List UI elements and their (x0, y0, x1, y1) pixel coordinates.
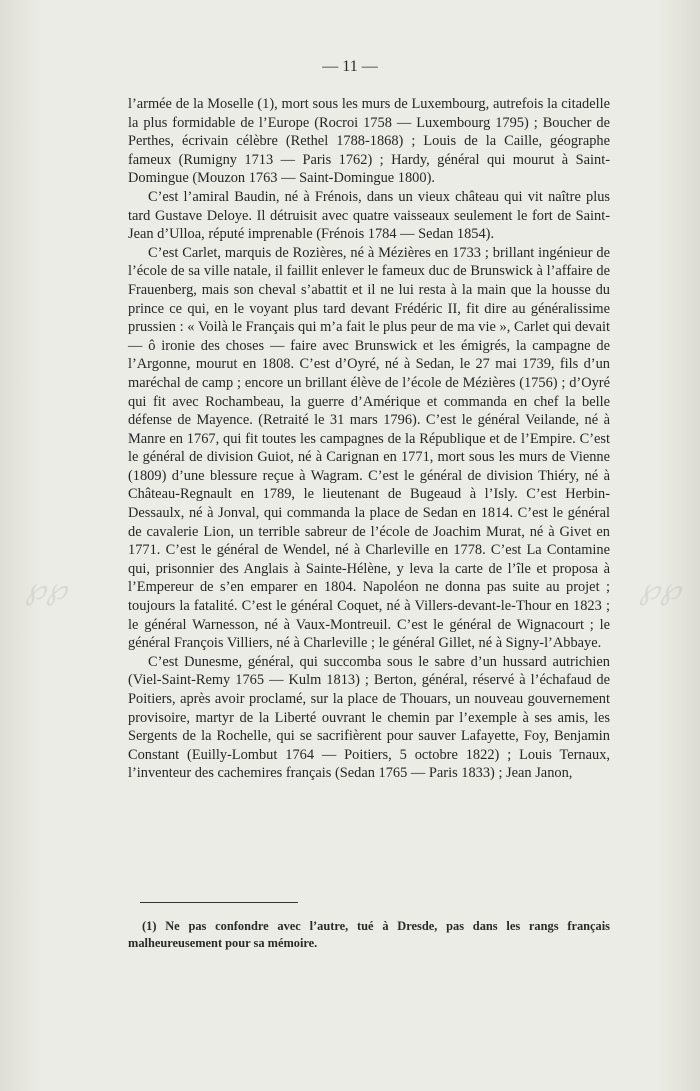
footnote-separator (140, 902, 298, 903)
main-text (128, 95, 610, 783)
paragraph: l’armée de la Moselle (1), mort sous les murs de Luxembourg, autrefois la citadelle la plus formidable de l’Europe (Rocroi 1758 — Luxembourg 1795) ; Boucher de Perthes, écrivain célèbre (Rethel 1788-1868) ; Louis de la Caille, géographe fameux (Rumigny 1713 — Paris 1762) ; Hardy, général qui mourut à Saint-Domingue (Mouzon 1763 — Saint-Domingue 1800). (128, 96, 610, 187)
page-number: — 11 — (322, 58, 378, 75)
paragraph: C’est l’amiral Baudin, né à Frénois, dans un vieux château qui vit naître plus tard Gustave Deloye. Il détruisit avec quatre vaisseaux seulement le fort de Saint-Jean d’Ulloa, réputé imprenable (Frénois 1784 — Sedan 1854). (128, 188, 610, 243)
footnote: (1) Ne pas confondre avec l’autre, tué à Dresde, pas dans les rangs français malheureusement pour sa mémoire. (128, 919, 610, 950)
paragraph: C’est Carlet, marquis de Rozières, né à Mézières en 1733 ; brillant ingénieur de l’école de sa ville natale, il faillit enlever le fameux duc de Brunswick à l’affaire de Frauenberg, mais son cheval s’abattit et il ne lui resta à la main que la housse du prince ce qui, en le voyant plus tard devant Frédéric II, fit dire au généralissime prussien : « Voilà le Français qui m’a fait le plus peur de ma vie », Carlet qui devait — ô ironie des choses — faire avec Brunswick et les émigrés, la campagne de l’Argonne, mourut en 1808. C’est d’Oyré, né à Sedan, le 27 mai 1739, fils d’un maréchal de camp ; encore un brillant élève de l’école de Mézières (1756) ; d’Oyré qui fit avec Rochambeau, la guerre d’Amérique et commanda en chef la belle défense de Mayence. (Retraité le 31 mars 1796). C’est le général Veilande, né à Manre en 1767, qui fit toutes les campagnes de la République et de l’Empire. C’est le général de division Guiot, né à Carignan en 1771, mort sous les murs de Vienne (1809) d’une blessure reçue à Wagram. C’est le général de division Thiéry, né à Château-Regnault en 1789, le lieutenant de Bugeaud à l’Isly. C’est Herbin-Dessaulx, né à Jonval, qui commanda la place de Sedan en 1814. C’est le général de cavalerie Lion, un terrible sabreur de l’école de Joachim Murat, né à Givet en 1771. C’est le général de Wendel, né à Charleville en 1778. C’est La Contamine qui, prisonnier des Anglais à Sainte-Hélène, y leva la carte de l’île et proposa à l’Empereur de s’en emparer en 1804. Napoléon ne donna pas suite au projet ; toujours la fatalité. C’est le général Coquet, né à Villers-devant-le-Thour en 1823 ; le général Warnesson, né à Vaux-Montreuil. C’est le général de Wignacourt ; le général François Villiers, né à Charleville ; le général Gillet, né à Signy-l’Abbaye. (128, 244, 610, 652)
library-stamp-left: ℘℘ (25, 572, 67, 607)
paragraph: C’est Dunesme, général, qui succomba sous le sabre d’un hussard autrichien (Viel-Saint-Remy 1765 — Kulm 1813) ; Berton, général, réservé à l’échafaud de Poitiers, après avoir proclamé, sur la place de Thouars, un nouveau gouvernement provisoire, martyr de la Liberté ouvrant le chemin par l’exemple à ses amis, les Sergents de la Rochelle, qui se sacrifièrent pour sauver Lafayette, Foy, Benjamin Constant (Euilly-Lombut 1764 — Poitiers, 5 octobre 1822) ; Louis Ternaux, l’inventeur des cachemires français (Sedan 1765 — Paris 1833) ; Jean Janon, (128, 653, 610, 782)
library-stamp-right: ℘℘ (639, 572, 681, 607)
